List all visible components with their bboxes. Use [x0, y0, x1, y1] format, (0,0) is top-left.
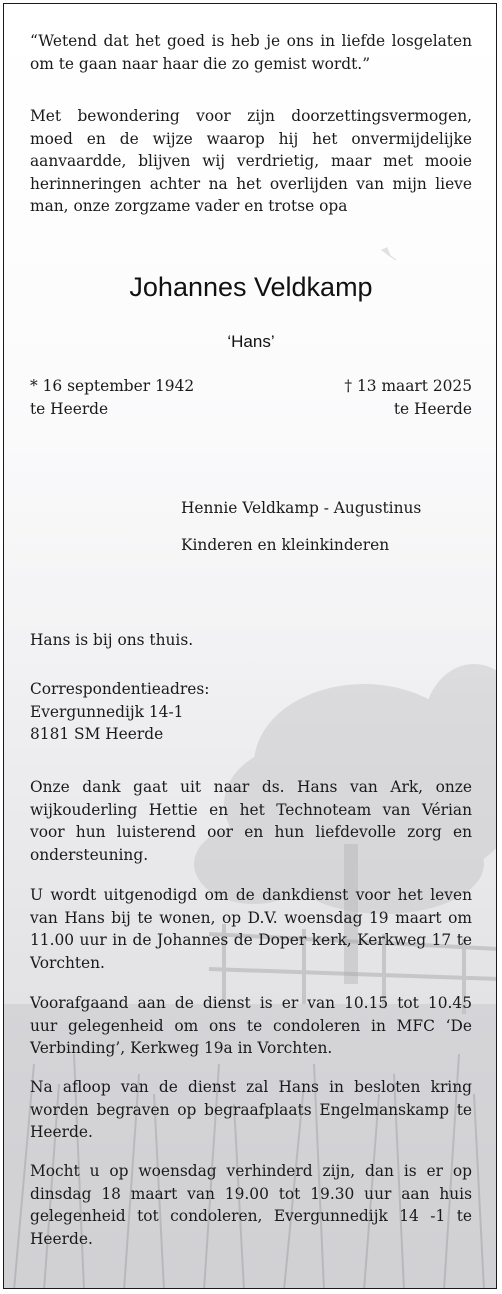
paragraph-line: Na afloop van de dienst zal Hans in besloten kring [30, 1078, 472, 1096]
paragraph-line: wijkouderling Hettie en het Technoteam van Vérian [30, 800, 472, 819]
paragraph-line: Verbinding’, Kerkweg 19a in Vorchten. [30, 1039, 333, 1057]
paragraph-line: dinsdag 18 maart van 19.00 tot 19.30 uur aan huis [30, 1184, 472, 1203]
paragraph-line: gelegenheid tot condoleren, Evergunnedijk 14 -1 te [30, 1207, 472, 1225]
paragraph-line: ondersteuning. [30, 845, 149, 864]
address-label: Correspondentieadres: [30, 680, 210, 698]
intro-line: aanvaardde, blijven wij verdrietig, maar met mooie [30, 152, 472, 170]
paragraph-line: van Hans bij te wonen, op D.V. woensdag 19 maart om [30, 908, 472, 927]
address-street: Evergunnedijk 14-1 [30, 702, 184, 721]
paragraph-line: Heerde. [30, 1123, 93, 1141]
death-place: te Heerde [393, 399, 472, 418]
death-date: † 13 maart 2025 [344, 377, 472, 395]
intro-line: herinneringen achter na het overlijden van mijn lieve [30, 174, 472, 193]
quote [30, 30, 472, 75]
paragraph-line: Heerde. [30, 1229, 93, 1248]
visiting-paragraph [30, 1160, 472, 1250]
intro-line: moed en de wijze waarop hij het onvermijdelijke [30, 129, 472, 148]
intro-text [30, 105, 472, 218]
thanks-paragraph [30, 776, 472, 866]
intro-line: Met bewondering voor zijn doorzettingsvermogen, [30, 107, 472, 125]
children-line: Kinderen en kleinkinderen [181, 536, 390, 554]
paragraph-line: uur gelegenheid om ons te condoleren in MFC ‘De [30, 1016, 472, 1035]
paragraph-line: voor hun luisterend oor en hun liefdevolle zorg en [30, 823, 472, 841]
birth-info [30, 375, 194, 420]
deceased-nickname: ‘Hans’ [227, 332, 275, 351]
paragraph-line: Onze dank gaat uit naar ds. Hans van Ark, onze [30, 778, 472, 796]
birth-date: * 16 september 1942 [30, 377, 195, 395]
correspondence-address [30, 678, 209, 746]
paragraph-line: Voorafgaand aan de dienst is er van 10.15 tot 10.45 [30, 994, 472, 1012]
burial-paragraph [30, 1076, 472, 1144]
paragraph-line: Vorchten. [30, 953, 105, 972]
home-note: Hans is bij ons thuis. [30, 631, 194, 649]
deceased-name: Johannes Veldkamp [129, 272, 373, 302]
paragraph-line: worden begraven op begraafplaats Engelmanskamp te [30, 1100, 472, 1119]
death-info [344, 375, 472, 420]
intro-line: man, onze zorgzame vader en trotse opa [30, 197, 348, 215]
birth-place: te Heerde [30, 399, 109, 418]
address-city: 8181 SM Heerde [30, 725, 164, 743]
paragraph-line: 11.00 uur in de Johannes de Doper kerk, Kerkweg 17 te [30, 931, 472, 949]
condolence-paragraph [30, 992, 472, 1060]
obituary-card [3, 3, 497, 1289]
service-paragraph [30, 884, 472, 974]
spouse-name: Hennie Veldkamp - Augustinus [181, 499, 422, 517]
quote-line: “Wetend dat het goed is heb je ons in liefde losgelaten [30, 32, 472, 50]
paragraph-line: U wordt uitgenodigd om de dankdienst voor het leven [30, 886, 472, 904]
paragraph-line: Mocht u op woensdag verhinderd zijn, dan is er op [30, 1162, 472, 1180]
quote-line: om te gaan naar haar die zo gemist wordt.” [30, 54, 371, 73]
